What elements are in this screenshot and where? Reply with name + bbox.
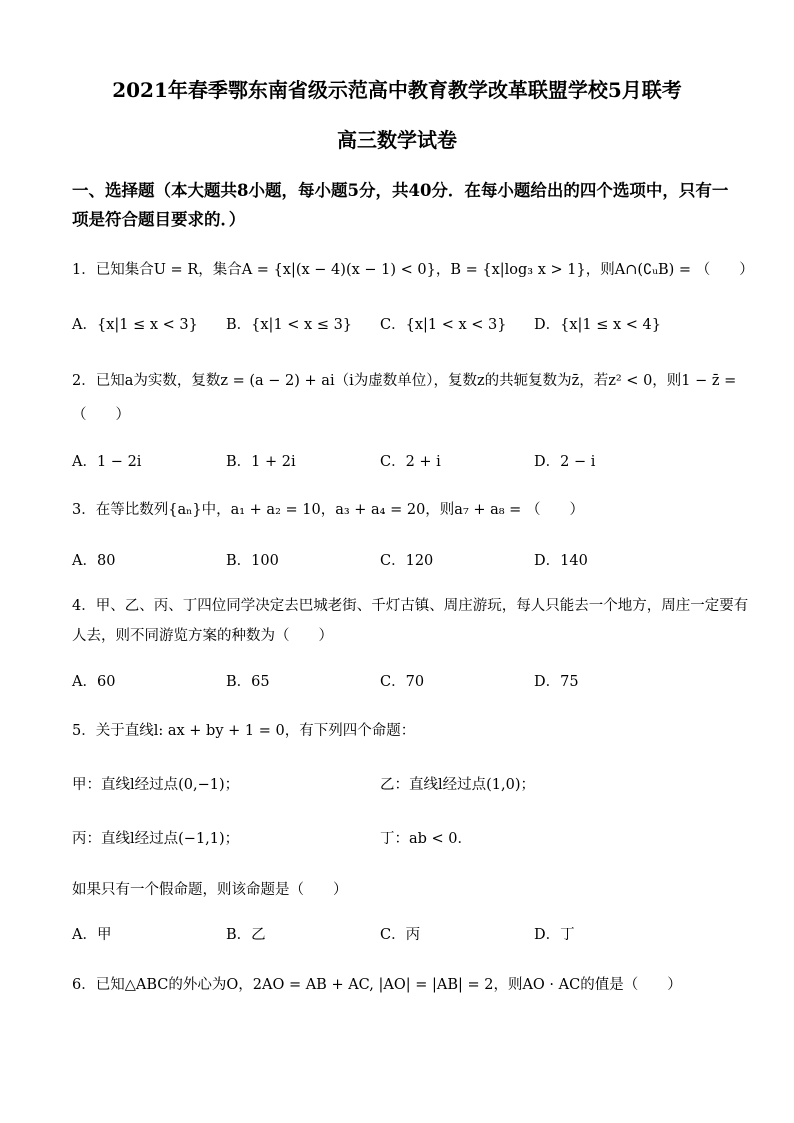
question-4-option-c: C．70 xyxy=(380,674,425,690)
question-4-option-b: B．65 xyxy=(226,674,270,690)
question-5-prop-jia: 甲：直线l经过点(0,−1)； xyxy=(72,777,240,793)
question-4-option-a: A．60 xyxy=(72,674,116,690)
question-2-option-d: D．2 − i xyxy=(534,454,596,470)
question-3-stem: 3．在等比数列{aₙ}中，a₁ + a₂ = 10，a₃ + a₄ = 20，则a₇ + a₈ = （ ） xyxy=(72,502,584,518)
question-5-option-c: C．丙 xyxy=(380,927,421,943)
question-1-stem: 1．已知集合U = R，集合A = {x|(x − 4)(x − 1) < 0}，B = {x|log₃ x > 1}，则A∩(∁ᵤB) = （ ） xyxy=(72,262,754,278)
question-1-option-c: C．{x|1 < x < 3} xyxy=(380,317,507,333)
question-5-option-b: B．乙 xyxy=(226,927,266,943)
question-1-option-d: D．{x|1 ≤ x < 4} xyxy=(534,317,662,333)
question-5-prop-ding: 丁：ab < 0． xyxy=(380,831,473,847)
section-heading-line1: 一、选择题（本大题共8小题，每小题5分，共40分．在每小题给出的四个选项中，只有一 xyxy=(72,181,729,200)
question-3-option-a: A．80 xyxy=(72,553,116,569)
question-5-stem: 5．关于直线l: ax + by + 1 = 0，有下列四个命题： xyxy=(72,723,416,739)
exam-title: 2021年春季鄂东南省级示范高中教育教学改革联盟学校5月联考 xyxy=(112,78,682,102)
exam-subtitle: 高三数学试卷 xyxy=(337,128,457,152)
question-3-option-c: C．120 xyxy=(380,553,434,569)
question-5-prop-bing: 丙：直线l经过点(−1,1)； xyxy=(72,831,240,847)
question-2-option-a: A．1 − 2i xyxy=(72,454,142,470)
question-2-option-b: B．1 + 2i xyxy=(226,454,296,470)
question-5-stem-cont: 如果只有一个假命题，则该命题是（ ） xyxy=(72,882,348,898)
question-6-stem: 6．已知△ABC的外心为O，2AO = AB + AC, |AO| = |AB| = 2，则AO · AC的值是（ ） xyxy=(72,977,682,993)
question-1-option-a: A．{x|1 ≤ x < 3} xyxy=(72,317,198,333)
section-heading-line2: 项是符合题目要求的．） xyxy=(72,210,246,229)
question-4-stem-cont: 人去，则不同游览方案的种数为（ ） xyxy=(72,628,333,644)
question-5-option-a: A．甲 xyxy=(72,927,112,943)
question-1-option-b: B．{x|1 < x ≤ 3} xyxy=(226,317,353,333)
question-3-option-d: D．140 xyxy=(534,553,588,569)
question-2-option-c: C．2 + i xyxy=(380,454,441,470)
question-2-stem: 2．已知a为实数，复数z = (a − 2) + ai（i为虚数单位），复数z的共轭复数为z̄，若z² < 0，则1 − z̄ = xyxy=(72,373,737,389)
question-3-option-b: B．100 xyxy=(226,553,279,569)
question-4-stem: 4．甲、乙、丙、丁四位同学决定去巴城老街、千灯古镇、周庄游玩，每人只能去一个地方，周庄一定要有 xyxy=(72,598,749,614)
question-5-prop-yi: 乙：直线l经过点(1,0)； xyxy=(380,777,536,793)
question-5-option-d: D．丁 xyxy=(534,927,575,943)
question-4-option-d: D．75 xyxy=(534,674,579,690)
question-2-stem-cont: （ ） xyxy=(72,407,130,423)
